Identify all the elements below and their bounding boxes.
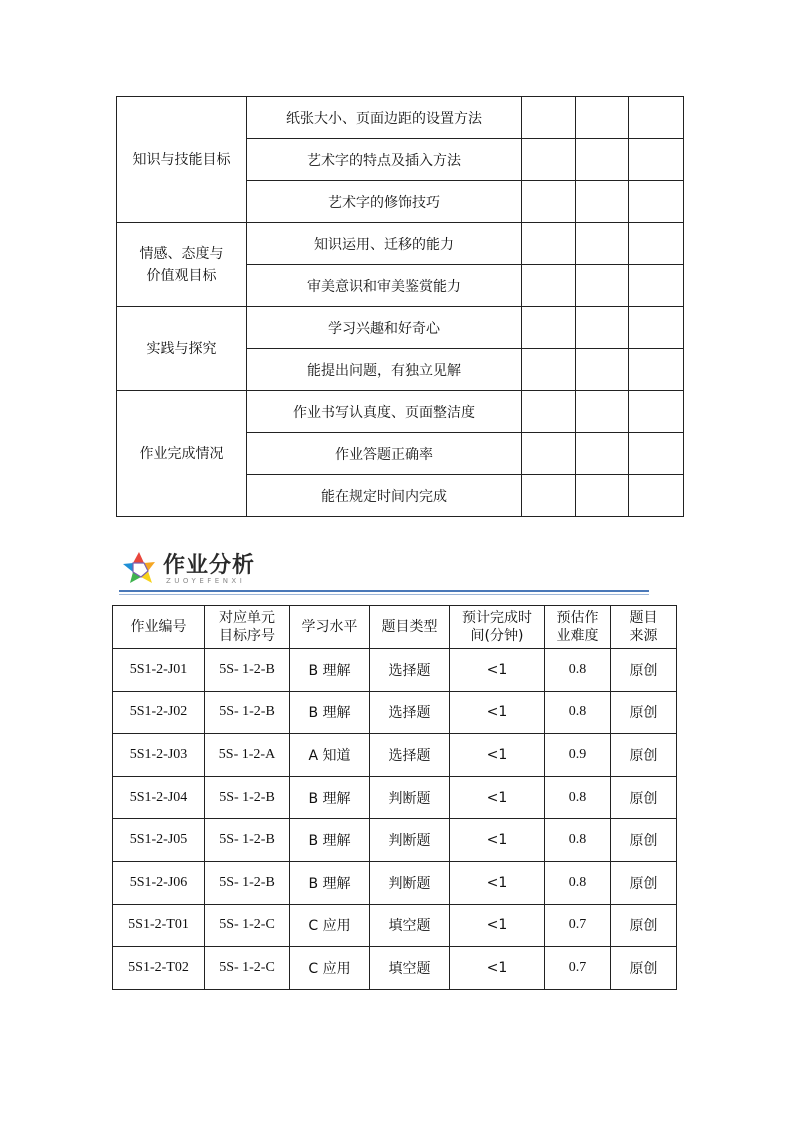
homework-id-cell: 5S1-2-T02 [113, 947, 205, 990]
rating-cell [629, 391, 684, 433]
difficulty-cell: 0.7 [545, 904, 611, 947]
source-cell: 原创 [611, 691, 677, 734]
eval-item: 学习兴趣和好奇心 [247, 307, 522, 349]
rating-cell [576, 223, 629, 265]
analysis-table [112, 605, 677, 990]
time-cell: <1 [450, 861, 545, 904]
rating-cell [522, 181, 576, 223]
rating-cell [629, 97, 684, 139]
learning-level-cell: C 应用 [290, 904, 370, 947]
source-cell: 原创 [611, 861, 677, 904]
difficulty-cell: 0.7 [545, 947, 611, 990]
header-cell [370, 606, 450, 649]
source-cell: 原创 [611, 776, 677, 819]
header-cell [545, 606, 611, 649]
header-divider-thin [119, 594, 649, 595]
rating-cell [629, 265, 684, 307]
section-subtitle: ZUOYEFENXI [166, 577, 246, 585]
table-row [113, 691, 677, 734]
learning-level-cell: B 理解 [290, 691, 370, 734]
table-row [113, 861, 677, 904]
rating-cell [629, 433, 684, 475]
rating-cell [522, 307, 576, 349]
table-row [113, 819, 677, 862]
header-divider [119, 590, 649, 592]
header-cell [113, 606, 205, 649]
source-cell: 原创 [611, 947, 677, 990]
section-header [119, 546, 649, 598]
learning-level-cell: C 应用 [290, 947, 370, 990]
learning-level-cell: B 理解 [290, 649, 370, 692]
question-type-cell: 填空题 [370, 947, 450, 990]
rating-cell [629, 181, 684, 223]
time-cell: <1 [450, 691, 545, 734]
source-cell: 原创 [611, 819, 677, 862]
time-cell: <1 [450, 947, 545, 990]
time-cell: <1 [450, 904, 545, 947]
difficulty-cell: 0.8 [545, 776, 611, 819]
header-line: 学习水平 [301, 619, 358, 635]
unit-target-cell: 5S- 1-2-B [205, 776, 290, 819]
learning-level-cell: B 理解 [290, 776, 370, 819]
rating-cell [576, 475, 629, 517]
question-type-cell: 选择题 [370, 649, 450, 692]
learning-level-cell: B 理解 [290, 819, 370, 862]
header-cell [205, 606, 290, 649]
unit-target-cell: 5S- 1-2-C [205, 904, 290, 947]
table-row [113, 904, 677, 947]
header-cell [611, 606, 677, 649]
eval-item: 纸张大小、页面边距的设置方法 [247, 97, 522, 139]
header-line: 题目类型 [381, 619, 438, 635]
time-cell: <1 [450, 734, 545, 777]
eval-item: 艺术字的特点及插入方法 [247, 139, 522, 181]
learning-level-cell: A 知道 [290, 734, 370, 777]
question-type-cell: 选择题 [370, 734, 450, 777]
rating-cell [576, 307, 629, 349]
homework-id-cell: 5S1-2-J02 [113, 691, 205, 734]
rating-cell [576, 349, 629, 391]
rating-cell [522, 391, 576, 433]
section-title: 作业分析 [163, 553, 256, 578]
difficulty-cell: 0.8 [545, 691, 611, 734]
homework-id-cell: 5S1-2-J06 [113, 861, 205, 904]
rating-cell [522, 433, 576, 475]
rating-cell [576, 265, 629, 307]
source-cell: 原创 [611, 734, 677, 777]
unit-target-cell: 5S- 1-2-B [205, 819, 290, 862]
table-row [113, 776, 677, 819]
category-line: 情感、态度与 [139, 245, 224, 262]
header-line: 间(分钟) [470, 628, 524, 644]
difficulty-cell: 0.8 [545, 861, 611, 904]
rating-cell [576, 391, 629, 433]
eval-item: 艺术字的修饰技巧 [247, 181, 522, 223]
header-line: 作业编号 [130, 619, 187, 635]
question-type-cell: 判断题 [370, 861, 450, 904]
question-type-cell: 判断题 [370, 819, 450, 862]
category-knowledge-skills: 知识与技能目标 [117, 97, 247, 223]
category-emotion-values [117, 223, 247, 307]
eval-item: 知识运用、迁移的能力 [247, 223, 522, 265]
header-line: 来源 [629, 628, 658, 644]
rating-cell [629, 223, 684, 265]
rating-cell [522, 475, 576, 517]
unit-target-cell: 5S- 1-2-C [205, 947, 290, 990]
question-type-cell: 填空题 [370, 904, 450, 947]
eval-item: 能在规定时间内完成 [247, 475, 522, 517]
eval-item: 作业书写认真度、页面整洁度 [247, 391, 522, 433]
header-line: 题目 [629, 610, 658, 626]
homework-id-cell: 5S1-2-J04 [113, 776, 205, 819]
header-line: 业难度 [556, 628, 599, 644]
difficulty-cell: 0.8 [545, 819, 611, 862]
time-cell: <1 [450, 819, 545, 862]
rating-cell [522, 139, 576, 181]
time-cell: <1 [450, 776, 545, 819]
table-row [113, 734, 677, 777]
homework-id-cell: 5S1-2-J03 [113, 734, 205, 777]
homework-id-cell: 5S1-2-J01 [113, 649, 205, 692]
question-type-cell: 判断题 [370, 776, 450, 819]
rating-cell [576, 181, 629, 223]
source-cell: 原创 [611, 904, 677, 947]
table-header-row [113, 606, 677, 649]
category-line: 价值观目标 [146, 267, 217, 284]
rating-cell [522, 349, 576, 391]
star-logo-icon [119, 548, 159, 588]
learning-level-cell: B 理解 [290, 861, 370, 904]
table-row [113, 649, 677, 692]
category-practice-inquiry: 实践与探究 [117, 307, 247, 391]
source-cell: 原创 [611, 649, 677, 692]
table-row [113, 947, 677, 990]
difficulty-cell: 0.9 [545, 734, 611, 777]
unit-target-cell: 5S- 1-2-A [205, 734, 290, 777]
eval-item: 审美意识和审美鉴赏能力 [247, 265, 522, 307]
rating-cell [576, 433, 629, 475]
rating-cell [629, 139, 684, 181]
rating-cell [576, 139, 629, 181]
evaluation-table [116, 96, 684, 517]
eval-item: 能提出问题，有独立见解 [247, 349, 522, 391]
homework-id-cell: 5S1-2-T01 [113, 904, 205, 947]
time-cell: <1 [450, 649, 545, 692]
header-line: 预估作 [556, 610, 599, 626]
difficulty-cell: 0.8 [545, 649, 611, 692]
header-line: 目标序号 [219, 628, 275, 644]
rating-cell [522, 97, 576, 139]
header-line: 对应单元 [219, 610, 275, 626]
eval-item: 作业答题正确率 [247, 433, 522, 475]
rating-cell [522, 223, 576, 265]
unit-target-cell: 5S- 1-2-B [205, 861, 290, 904]
rating-cell [629, 349, 684, 391]
category-homework-completion: 作业完成情况 [117, 391, 247, 517]
question-type-cell: 选择题 [370, 691, 450, 734]
header-cell [290, 606, 370, 649]
header-line: 预计完成时 [462, 610, 532, 626]
unit-target-cell: 5S- 1-2-B [205, 691, 290, 734]
rating-cell [576, 97, 629, 139]
rating-cell [629, 307, 684, 349]
rating-cell [522, 265, 576, 307]
rating-cell [629, 475, 684, 517]
homework-id-cell: 5S1-2-J05 [113, 819, 205, 862]
header-cell [450, 606, 545, 649]
unit-target-cell: 5S- 1-2-B [205, 649, 290, 692]
